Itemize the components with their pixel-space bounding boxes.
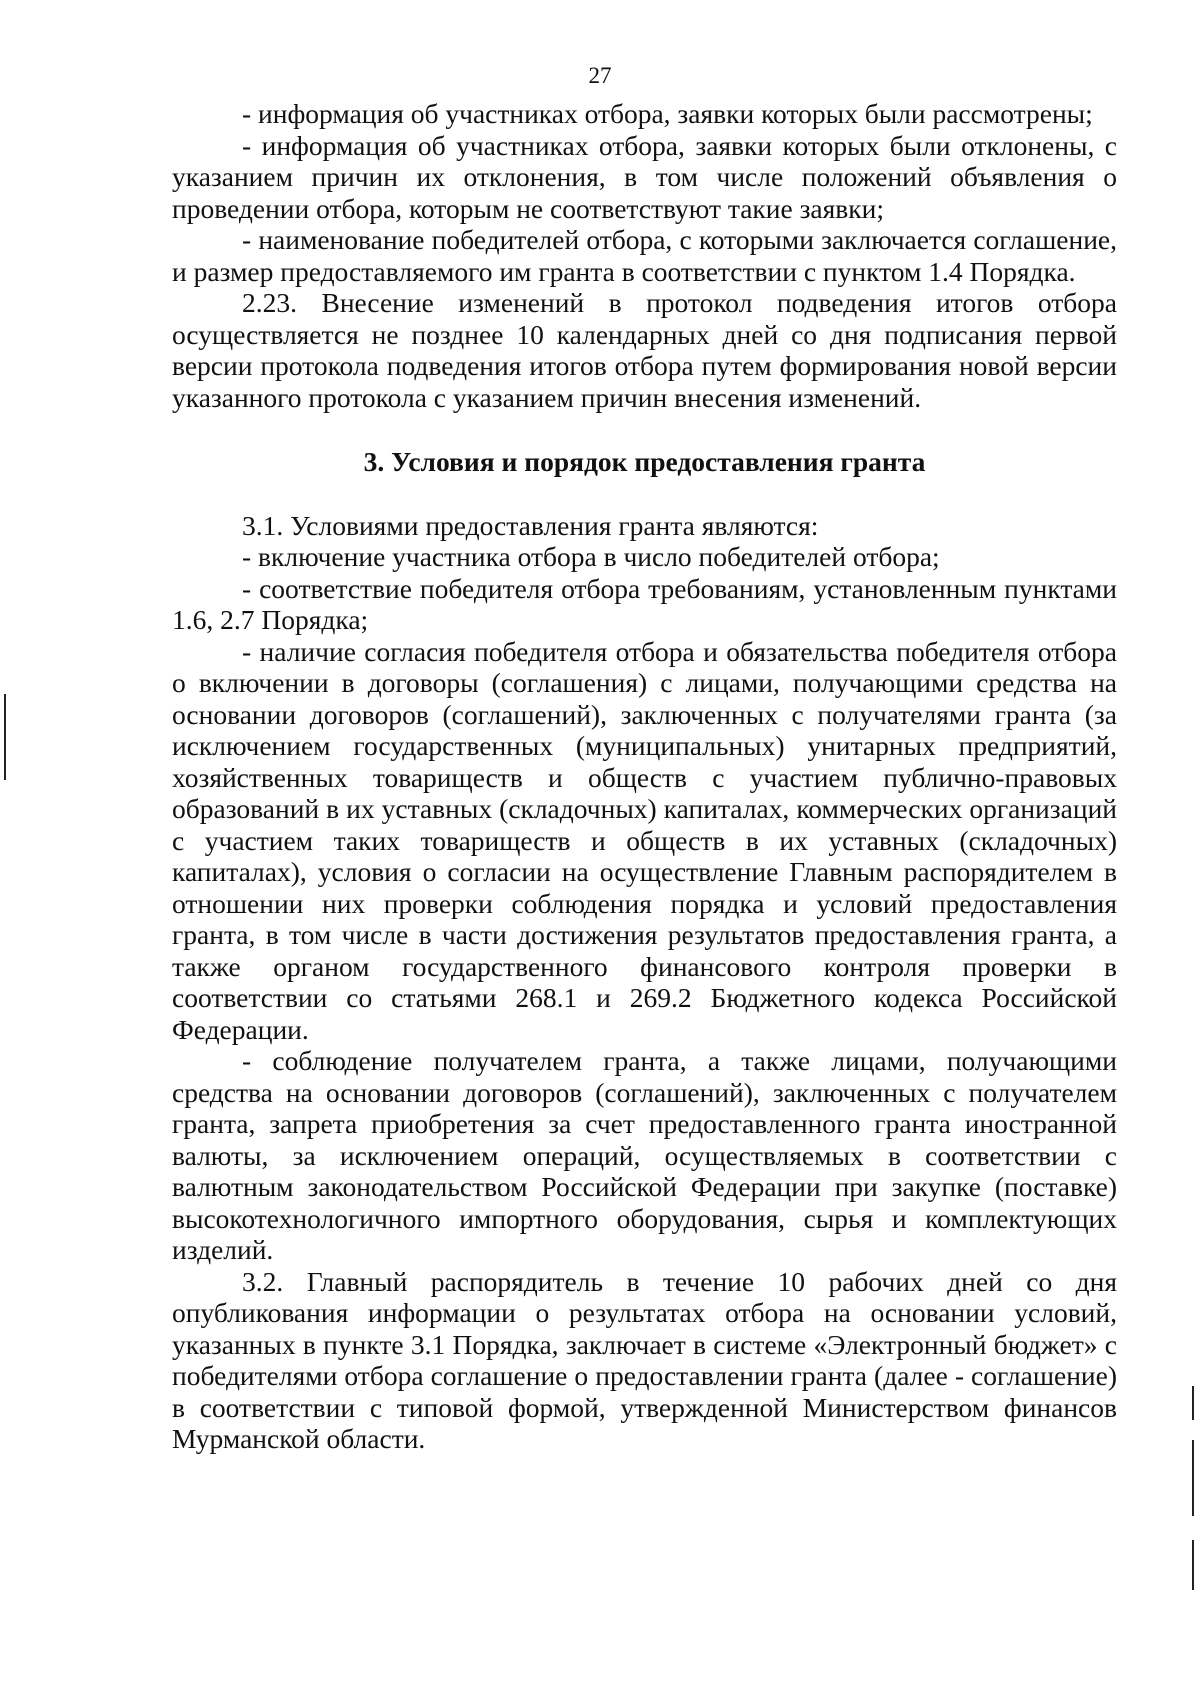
scan-edge-mark-right xyxy=(1192,1440,1194,1516)
paragraph-participants-rejected: - информация об участниках отбора, заявки которых были отклонены, с указанием причин их отклонения, в том числе положений объявления о проведении отбора, которым не соответствуют такие заявки; xyxy=(172,129,1117,224)
scan-edge-mark-right xyxy=(1192,1386,1194,1420)
scan-edge-mark-left xyxy=(4,694,6,780)
paragraph-3-2: 3.2. Главный распорядитель в течение 10 рабочих дней со дня опубликования информации о результатах отбора на основании условий, указанных в пункте 3.1 Порядка, заключает в системе «Электронный бюджет» с победителями отбора соглашение о предоставлении гранта (далее - соглашение) в соответствии с типовой формой, утвержденной Министерством финансов Мурманской области. xyxy=(172,1265,1117,1454)
paragraph-winners-names: - наименование победителей отбора, с которыми заключается соглашение, и размер предоставляемого им гранта в соответствии с пунктом 1.4 Порядка. xyxy=(172,224,1117,287)
paragraph-condition-compliance: - соответствие победителя отбора требованиям, установленным пунктами 1.6, 2.7 Порядка; xyxy=(172,572,1117,635)
paragraph-participants-reviewed: - информация об участниках отбора, заявки которых были рассмотрены; xyxy=(242,98,1093,129)
paragraph-condition-currency: - соблюдение получателем гранта, а также лицами, получающими средства на основании договоров (соглашений), заключенных с получателем гранта, запрета приобретения за счет предоставленного гранта иностранной валюты, за исключением операций, осуществляемых в соответствии с валютным законодательством Российской Федерации при закупке (поставке) высокотехнологичного импортного оборудования, сырья и комплектующих изделий. xyxy=(172,1045,1117,1265)
document-body xyxy=(172,98,1117,1455)
scan-edge-mark-right xyxy=(1192,1540,1194,1590)
paragraph-2-23: 2.23. Внесение изменений в протокол подведения итогов отбора осуществляется не позднее 10 календарных дней со дня подписания первой версии протокола подведения итогов отбора путем формирования новой версии указанного протокола с указанием причин внесения изменений. xyxy=(172,287,1117,413)
page-number: 27 xyxy=(588,63,612,88)
paragraph-3-1: 3.1. Условиями предоставления гранта являются: xyxy=(242,509,819,541)
paragraph-condition-inclusion: - включение участника отбора в число победителей отбора; xyxy=(242,541,940,572)
paragraph-condition-consent: - наличие согласия победителя отбора и обязательства победителя отбора о включении в договоры (соглашения) с лицами, получающими средства на основании договоров (соглашений), заключенных с получателями гранта (за исключением государственных (муниципальных) унитарных предприятий, хозяйственных товариществ и обществ с участием публично-правовых образований в их уставных (складочных) капиталах, коммерческих организаций с участием таких товариществ и обществ в их уставных (складочных) капиталах), условия о согласии на осуществление Главным распорядителем в отношении них проверки соблюдения порядка и условий предоставления гранта, в том числе в части достижения результатов предоставления гранта, а также органом государственного финансового контроля проверки в соответствии со статьями 268.1 и 269.2 Бюджетного кодекса Российской Федерации. xyxy=(172,635,1117,1045)
section-heading: 3. Условия и порядок предоставления гранта xyxy=(363,446,926,477)
